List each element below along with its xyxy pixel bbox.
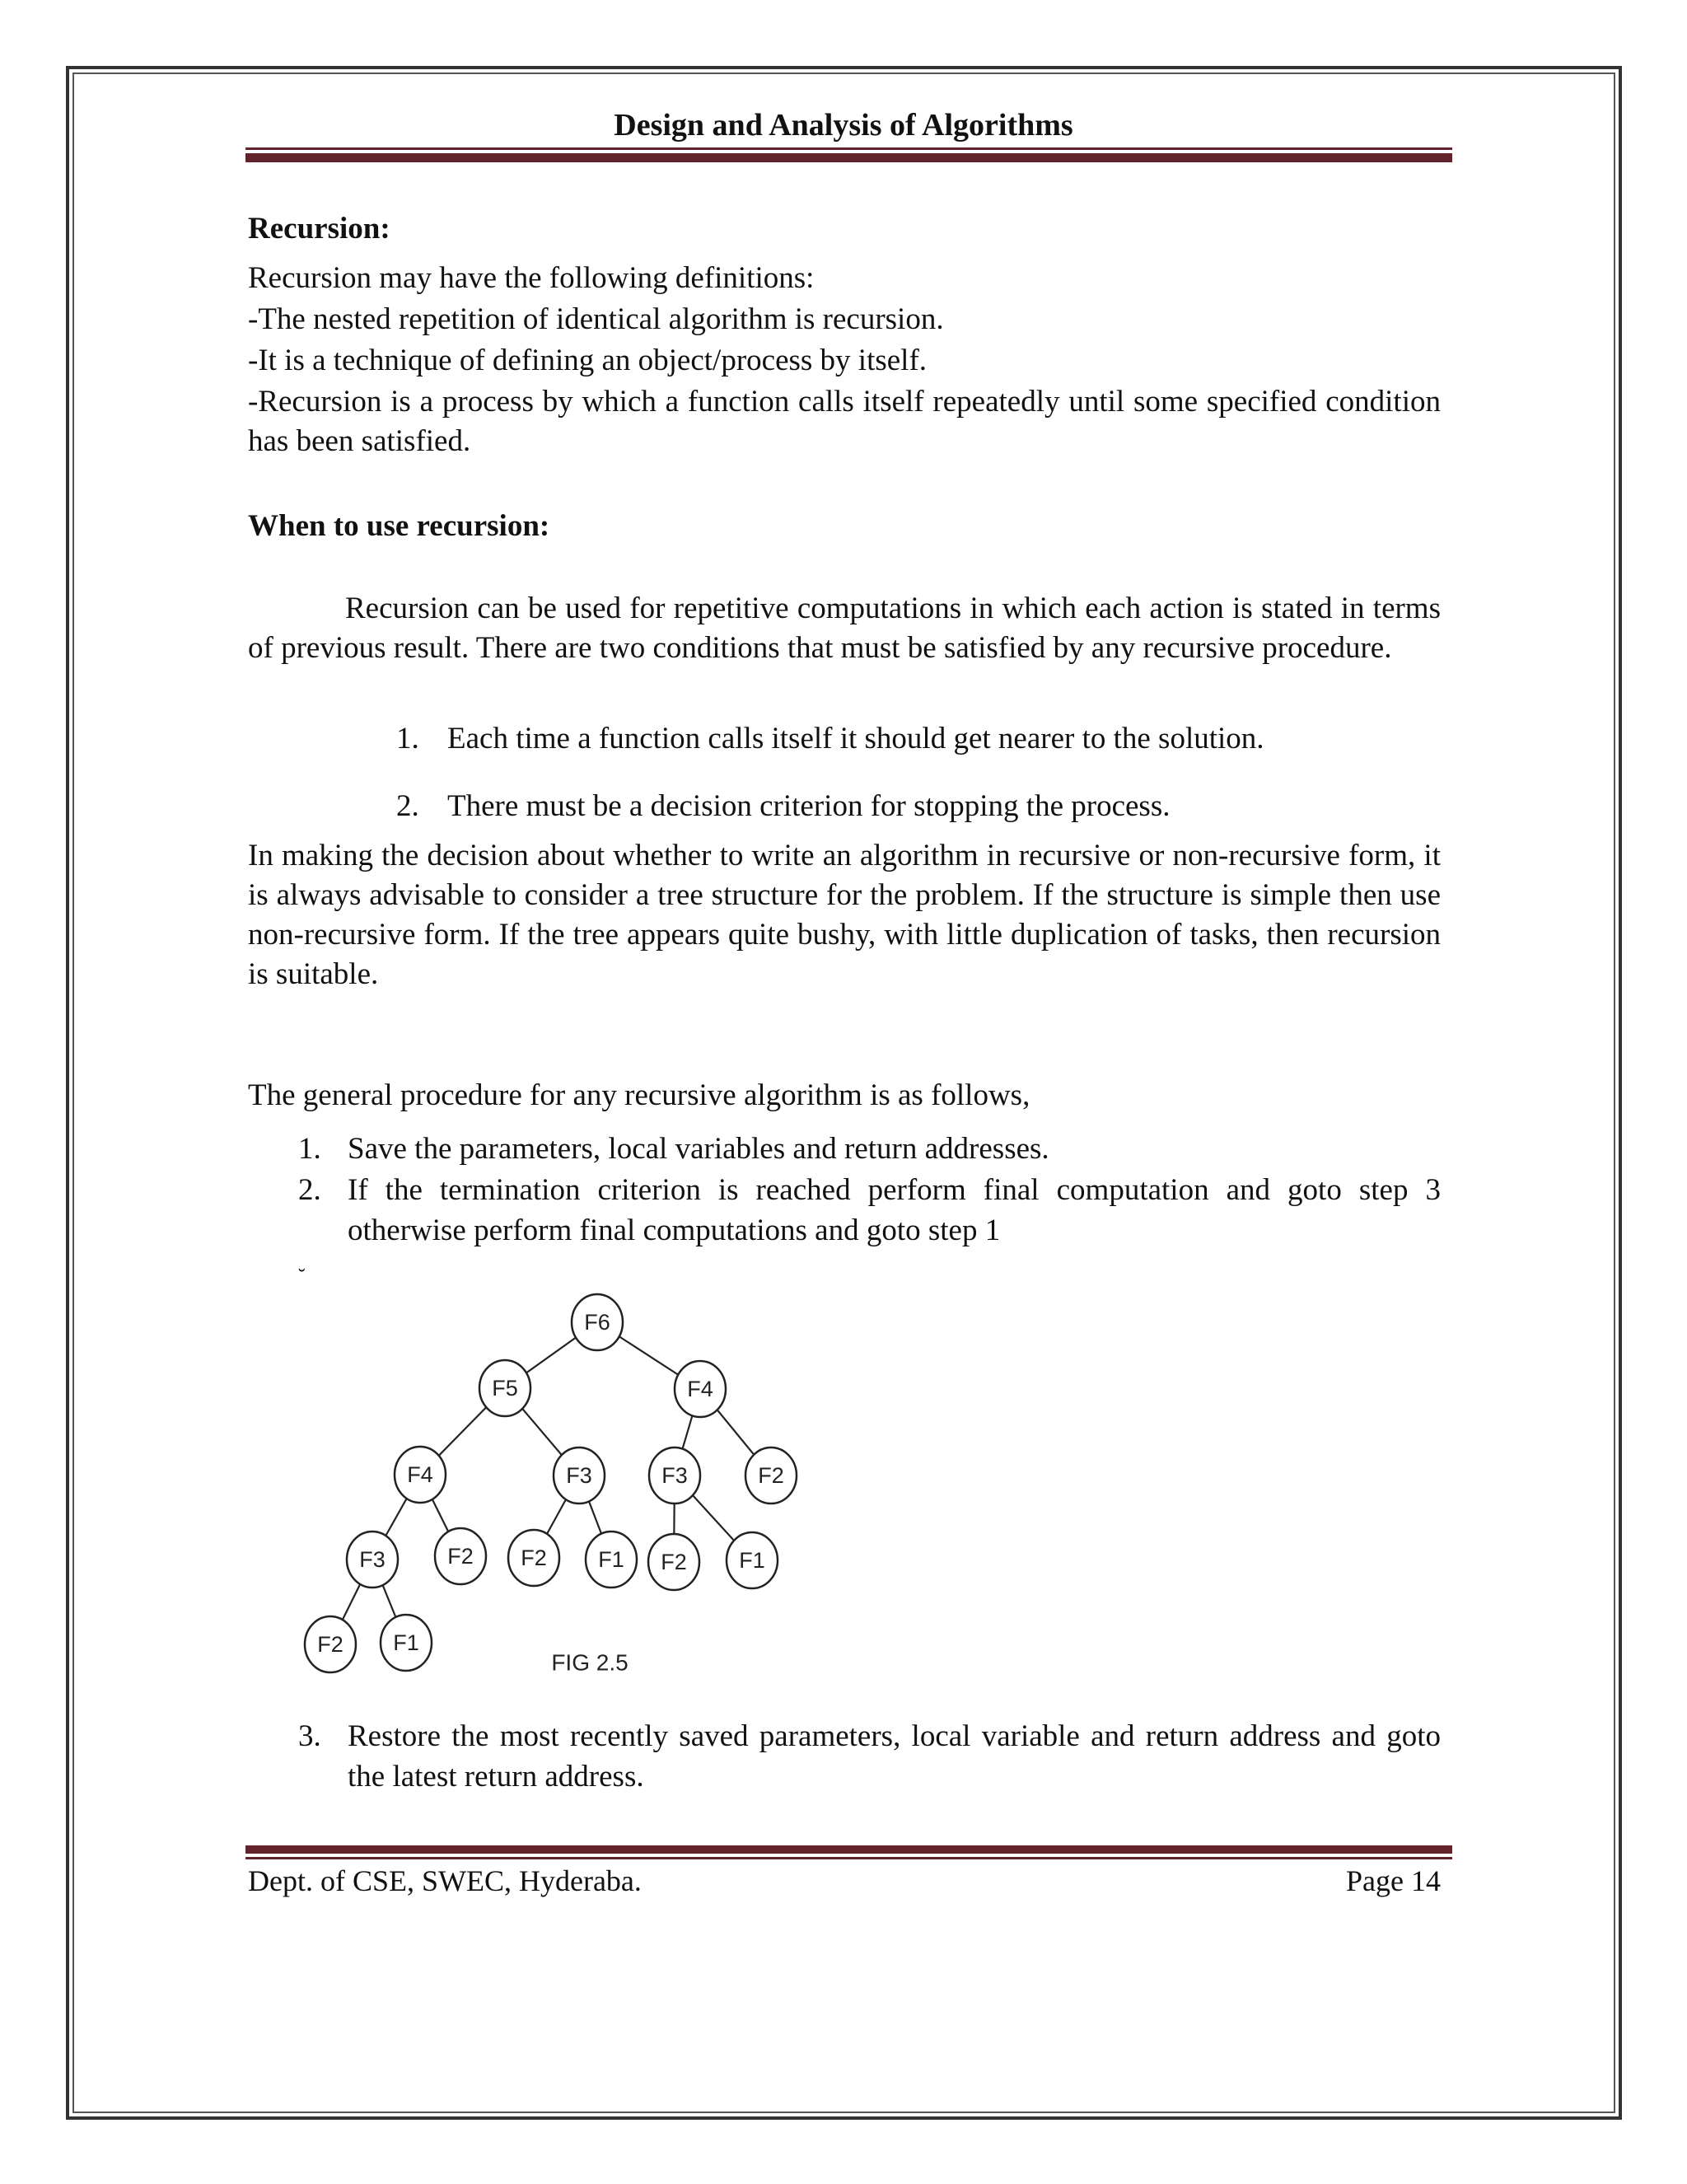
svg-text:F2: F2: [447, 1544, 474, 1569]
heading-when-to-use: When to use recursion:: [248, 509, 550, 543]
footer-department: Dept. of CSE, SWEC, Hyderaba.: [248, 1864, 642, 1897]
intro-paragraph: Recursion can be used for repetitive computations in which each action is stated in terms of previous result. There are two conditions that must be satisfied by any recursive procedure.: [248, 592, 1441, 665]
tree-node: [305, 1616, 356, 1672]
definition-line: -Recursion is a process by which a function calls itself repeatedly until some specified condition has been satisfied.: [248, 385, 1441, 458]
tree-node: [508, 1530, 559, 1586]
step-number: 2.: [298, 1173, 321, 1207]
tree-node: [648, 1534, 699, 1590]
svg-text:F3: F3: [359, 1547, 386, 1572]
svg-text:F5: F5: [492, 1376, 518, 1401]
footer-page-number: Page 14: [1346, 1864, 1441, 1897]
header-title: Design and Analysis of Algorithms: [614, 108, 1073, 143]
step-number: 1.: [298, 1132, 321, 1166]
step-text: Restore the most recently saved parameters, local variable and return address and goto the latest return address.: [348, 1719, 1441, 1793]
condition-text: There must be a decision criterion for stopping the process.: [447, 789, 1171, 823]
tree-node: [479, 1360, 530, 1416]
tree-node: [586, 1532, 637, 1588]
definition-line: -It is a technique of defining an object/process by itself.: [248, 344, 928, 377]
tree-node: [554, 1447, 605, 1504]
stray-mark: ˘: [298, 1265, 306, 1288]
svg-text:F6: F6: [584, 1310, 610, 1335]
tree-node: [745, 1447, 797, 1504]
svg-text:F2: F2: [521, 1546, 547, 1570]
step-number: 3.: [298, 1719, 321, 1753]
svg-text:F3: F3: [566, 1463, 592, 1488]
decision-paragraph: In making the decision about whether to write an algorithm in recursive or non-recursive form, it is always advisable to consider a tree structure for the problem. If the structure is simple then use non-recursive form. If the tree appears quite bushy, with little duplication of tasks, then recursion is suitable.: [248, 839, 1441, 991]
condition-number: 1.: [396, 722, 419, 755]
step-text: If the termination criterion is reached perform final computation and goto step 3 otherwise perform final computations and goto step 1: [348, 1173, 1441, 1247]
svg-text:F1: F1: [393, 1630, 419, 1655]
svg-text:F2: F2: [661, 1550, 687, 1574]
tree-node: [347, 1532, 398, 1588]
definition-line: Recursion may have the following definitions:: [248, 261, 815, 295]
footer-rule: [245, 1845, 1452, 1859]
tree-node: [572, 1294, 623, 1350]
definition-line: -The nested repetition of identical algorithm is recursion.: [248, 302, 944, 336]
svg-text:F2: F2: [317, 1632, 343, 1657]
procedure-intro: The general procedure for any recursive algorithm is as follows,: [248, 1078, 1030, 1112]
tree-node: [435, 1528, 486, 1584]
svg-text:F1: F1: [598, 1547, 624, 1572]
tree-node: [381, 1615, 432, 1671]
condition-number: 2.: [396, 789, 419, 823]
tree-node: [395, 1447, 446, 1503]
svg-text:F1: F1: [739, 1548, 765, 1573]
svg-text:F3: F3: [661, 1463, 688, 1488]
condition-text: Each time a function calls itself it should get nearer to the solution.: [447, 722, 1264, 755]
tree-node: [727, 1532, 778, 1588]
svg-text:F2: F2: [758, 1463, 784, 1488]
figure-caption: FIG 2.5: [551, 1649, 629, 1676]
svg-text:F4: F4: [687, 1377, 713, 1401]
tree-node: [675, 1361, 726, 1417]
step-text: Save the parameters, local variables and return addresses.: [348, 1132, 1049, 1166]
heading-recursion: Recursion:: [248, 212, 390, 246]
tree-node: [649, 1447, 700, 1504]
svg-text:F4: F4: [407, 1462, 433, 1487]
